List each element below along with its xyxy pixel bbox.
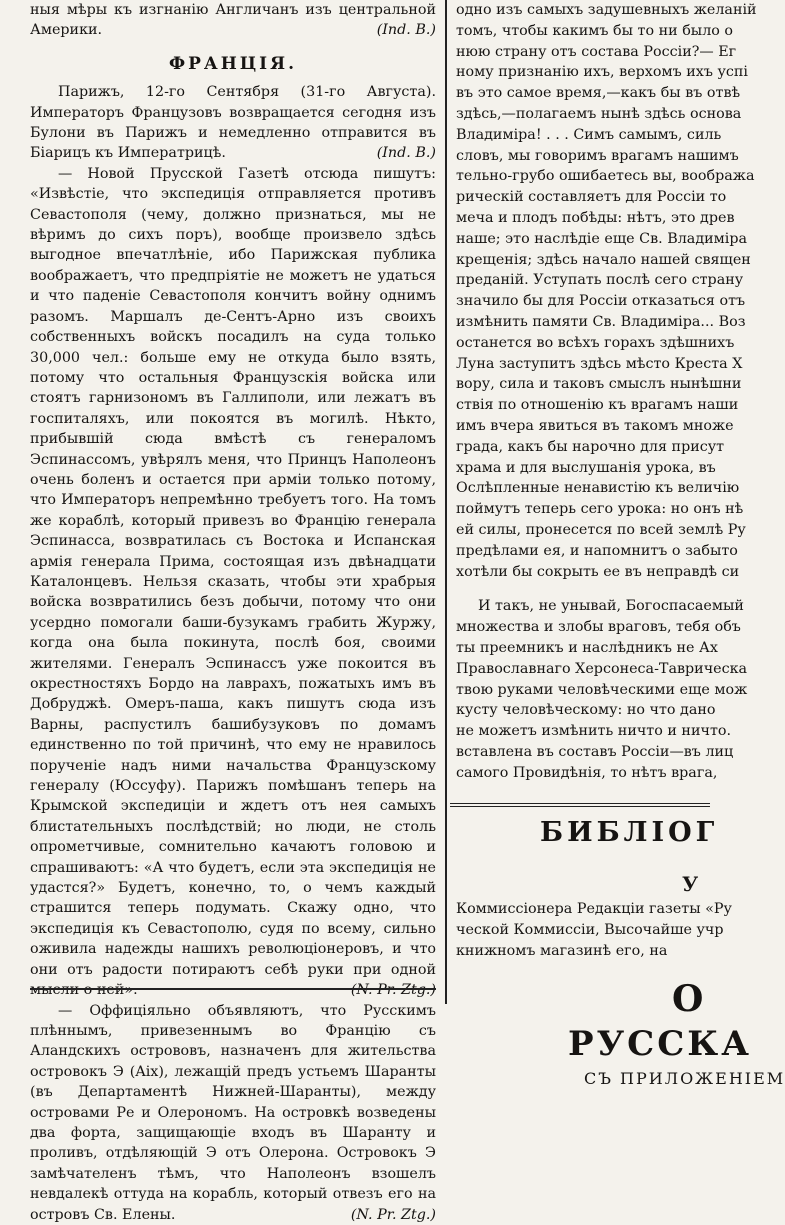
text-line: И такъ, не унывай, Богоспасаемый — [478, 598, 744, 615]
large-letter: О — [672, 978, 704, 1021]
text-line: града, какъ бы нарочно для присут — [456, 438, 725, 455]
text-line: томъ, чтобы какимъ бы то ни было о — [456, 22, 734, 39]
russk-heading: РУССКА — [568, 1024, 752, 1065]
bibliography-subheading: У — [682, 872, 699, 897]
text-line: Луна заступитъ здѣсь мѣсто Креста Х — [456, 355, 743, 372]
text-line: вставлена въ составъ Россіи—въ лиц — [456, 743, 734, 760]
text-line: рическій составляетъ для Россіи то — [456, 189, 727, 206]
section-title: ФРАНЦІЯ. — [168, 53, 298, 74]
text-line: хотѣли бы сокрыть ее въ неправдѣ си — [456, 563, 740, 580]
text-line: ствія по отношенію къ врагамъ наши — [456, 397, 739, 414]
column-divider — [445, 0, 447, 1004]
text-line: ей силы, пронесется по всей землѣ Ру — [456, 521, 746, 538]
text-line: твою руками человѣческими еще мож — [456, 681, 748, 698]
text-line: вору, сила и таковъ смыслъ нынѣшни — [456, 376, 742, 393]
text-line: не можетъ измѣнить ничто и ничто. — [456, 723, 732, 740]
top-line-text: ныя мѣры къ изгнанію Англичанъ изъ центральной Америки. — [30, 2, 436, 39]
text-line: Ослѣпленные ненавистію къ величію — [456, 480, 740, 497]
paragraph-text: Парижъ, 12-го Сентября (31-го Августа). Императоръ Французовъ возвращается сегодня изъ Булони въ Парижъ и немедленно отправится въ Біарицъ къ Императрицѣ. — [30, 84, 436, 162]
text-line: книжномъ магазинѣ его, на — [456, 942, 668, 959]
text-line: ты преемникъ и наслѣдникъ не Ах — [456, 639, 718, 656]
text-line: измѣнить памяти Св. Владиміра... Воз — [456, 313, 746, 330]
source-ref: (Ind. B.) — [376, 22, 436, 39]
left-column — [30, 0, 436, 1223]
right-text-block-c — [456, 899, 732, 961]
text-line: тельно-грубо ошибаетесь вы, вообража — [456, 168, 755, 185]
text-line: Коммиссіонера Редакціи газеты «Ру — [456, 901, 732, 918]
text-line: наше; это наслѣдіе еще Св. Владиміра — [456, 230, 748, 247]
source-ref: (Ind. B.) — [376, 145, 436, 162]
paragraph-text: — Новой Прусской Газетѣ отсюда пишутъ: «Извѣстіе, что экспедиція отправляется противъ Севастополя (чему, должно признаться, мы не вѣримъ до сихъ поръ), вообще произвело здѣсь выгодное впечатлѣніе, ибо Парижская публика воображаетъ, что предпріятіе не можетъ не удаться и что паденіе Севастополя кончитъ войну однимъ разомъ. Маршалъ де-Сентъ-Арно изъ своихъ собственныхъ войскъ посадилъ на суда только 30,000 чел.: больше ему не откуда было взять, потому что остальныя Французскія войска или стоятъ гарнизономъ въ Галлиполи, или лежатъ въ госпиталяхъ, или покоятся въ могилѣ. Нѣкто, прибывшій сюда вмѣстѣ съ генераломъ Эспинассомъ, увѣрялъ меня, что Принцъ Наполеонъ очень боленъ и остается при арміи только потому, что Императоръ непремѣнно требуетъ того. На томъ же кораблѣ, который привезъ во Францію генерала Эспинасса, возвратилась съ Востока и Испанская армія генерала Прима, состоящая изъ двѣнадцати Каталонцевъ. Нельзя сказать, чтобы эти храбрыя войска возвратились безъ добычи, потому что они усердно помогали баши-бузукамъ грабить Журжу, когда она была покинута, послѣ боя, своими жителями. Генералъ Эспинассъ уже покоится въ окрестностяхъ Бордо на лаврахъ, пожатыхъ имъ въ Добруджѣ. Омеръ-паша, какъ пишутъ сюда изъ Варны, распустилъ башибузуковъ по домамъ единственно по той причинѣ, что ему не нравилось порученіе надъ ними начальства Французскому генералу (Юссуфу). Парижъ помѣшанъ теперь на Крымской экспедиціи и ждетъ отъ нея самыхъ блистательныхъ послѣдствій; но люди, не столь опрометчивые, сомнительно качаютъ головою и спрашиваютъ: «А что будетъ, если эта экспедиція не удастся?» Будетъ, конечно, то, о чемъ каждый страшится теперь подумать. Скажу одно, что экспедиція къ Севастополю, судя по всему, сильно оживила надежды нашихъ революціонеровъ, и что они отъ радости потираютъ себѣ руки при одной мысли о ней». — [30, 165, 436, 999]
text-line: меча и плодъ побѣды: нѣтъ, это древ — [456, 209, 735, 226]
right-text-block-a — [456, 0, 757, 582]
top-line — [30, 0, 436, 41]
text-line: въ это самое время,—какъ бы въ отвѣ — [456, 85, 741, 102]
text-line: Православнаго Херсонеса-Таврическа — [456, 660, 748, 677]
source-ref: (N. Pr. Ztg.) — [350, 1206, 436, 1223]
text-line: Владиміра! . . . Симъ самымъ, силь — [456, 126, 722, 143]
text-line: одно изъ самыхъ задушевныхъ желаній — [456, 2, 757, 18]
article-paragraph — [30, 1001, 436, 1225]
text-line: множества и злобы враговъ, тебя объ — [456, 619, 741, 636]
text-line: нюю страну отъ состава Россіи?— Ег — [456, 43, 737, 60]
text-line: имъ вчера явиться въ такомъ множе — [456, 417, 734, 434]
text-line: ному признанію ихъ, верхомъ ихъ успі — [456, 64, 748, 81]
text-line: словъ, мы говоримъ врагамъ нашимъ — [456, 147, 739, 164]
text-line: ческой Коммиссіи, Высочайше учр — [456, 921, 724, 938]
text-line: кусту человѣческому: но что дано — [456, 702, 716, 719]
article-paragraph — [30, 164, 436, 1001]
article-paragraph — [30, 82, 436, 164]
section-rule — [450, 803, 710, 807]
appendix-heading: СЪ ПРИЛОЖЕНІЕМ — [584, 1069, 785, 1089]
text-line: преданій. Уступать послѣ сего страну — [456, 272, 744, 289]
text-line: крещенія; здѣсь начало нашей священ — [456, 251, 751, 268]
paragraph-text: — Оффиціяльно объявляютъ, что Русскимъ плѣннымъ, привезеннымъ во Францію съ Аландскихъ острововъ, назначенъ для жительства островокъ Э (Aix), лежащій предъ устьемъ Шаранты (въ Департаментѣ Нижней-Шаранты), между островами Ре и Олерономъ. На островкѣ возведены два форта, защищающіе входъ въ Шаранту и проливъ, отдѣляющій Э отъ Олерона. Островокъ Э замѣчателенъ тѣмъ, что Наполеонъ взошелъ невдалекѣ оттуда на корабль, который отвезъ его на островъ Св. Елены. — [30, 1002, 436, 1223]
text-line: самого Провидѣнія, то нѣтъ врага, — [456, 764, 718, 781]
bibliography-heading: БИБЛІОГ — [540, 817, 719, 849]
bottom-rule — [30, 988, 436, 990]
source-ref: (N. Pr. Ztg.) — [350, 982, 436, 999]
text-line: поймутъ теперь сего урока: но онъ нѣ — [456, 501, 744, 518]
text-line: храма и для выслушанія урока, въ — [456, 459, 716, 476]
text-line: здѣсь,—полагаемъ нынѣ здѣсь основа — [456, 105, 742, 122]
text-line: предѣлами ея, и напомнитъ о забыто — [456, 542, 738, 559]
right-text-block-b — [456, 596, 748, 783]
right-column — [456, 0, 785, 1089]
text-line: значило бы для Россіи отказаться отъ — [456, 293, 746, 310]
text-line: останется во всѣхъ горахъ здѣшнихъ — [456, 334, 735, 351]
